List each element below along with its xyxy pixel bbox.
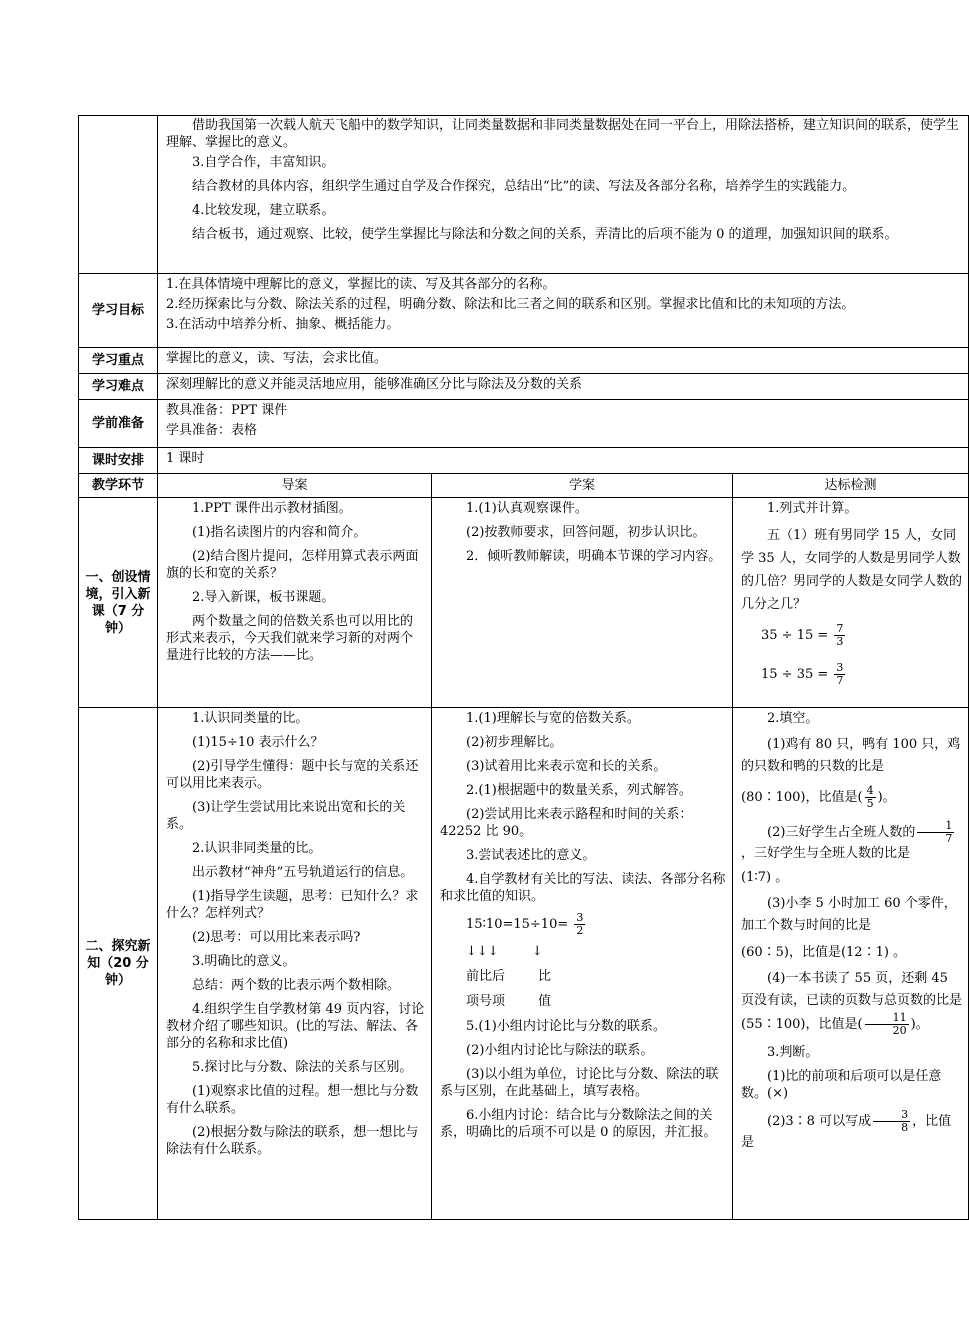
s2-guide-7: (1)指导学生读题，思考：已知什么？求什么？怎样列式？ [166, 889, 419, 921]
s2-study-4: 2.(1)根据题中的数量关系，列式解答。 [466, 783, 692, 798]
difficulty-text: 深刻理解比的意义并能灵活地应用，能够准确区分比与除法及分数的关系 [158, 374, 969, 400]
s1-eq1-lhs: 35 ÷ 15 = [761, 628, 829, 643]
ratio-den: 2 [576, 924, 584, 937]
s2-j2-num: 3 [873, 1109, 910, 1122]
s2-fill-title: 2.填空。 [767, 711, 819, 726]
s2-q3: (3)小李 5 小时加工 60 个零件，加工个数与时间的比是 [741, 896, 957, 933]
s1-eq1-num: 7 [836, 622, 844, 635]
s2-j2-den: 8 [901, 1121, 909, 1134]
intro-p4: 4.比较发现，建立联系。 [192, 203, 335, 218]
s2-guide-1: 1.认识同类量的比。 [192, 711, 309, 726]
s2-guide-3: (2)引导学生懂得：题中长与宽的关系还可以用比来表示。 [166, 759, 419, 791]
s2-judge-title: 3.判断。 [767, 1045, 819, 1060]
s2-study-3: (3)试着用比来表示宽和长的关系。 [466, 759, 667, 774]
s1-study-3: 2．倾听教师解读，明确本节课的学习内容。 [466, 549, 722, 564]
ratio-expression [466, 912, 726, 937]
schedule-text: 1 课时 [158, 448, 969, 474]
focus-text: 掌握比的意义，读、写法，会求比值。 [158, 348, 969, 374]
s2-study-8: 5.(1)小组内讨论比与分数的联系。 [466, 1019, 666, 1034]
s2-q2-answer: (1∶7) 。 [741, 870, 789, 885]
s2-guide-13: (1)观察求比值的过程。想一想比与分数有什么联系。 [166, 1084, 419, 1116]
s2-q1-ans-text: (80∶100)，比值是( [741, 790, 863, 805]
s1-guide-4: 2.导入新课，板书课题。 [192, 590, 335, 605]
s2-j2-fraction [873, 1109, 910, 1134]
goals-cell [158, 274, 969, 348]
section2-study [432, 708, 733, 1220]
s2-q4-den: 20 [892, 1024, 907, 1037]
s2-q4-num: 11 [865, 1012, 909, 1025]
s2-guide-6: 出示教材“神舟”五号轨道运行的信息。 [192, 865, 414, 880]
s2-judge-2 [741, 1109, 962, 1151]
s2-q2-num: 1 [917, 820, 954, 833]
check-column-header: 达标检测 [733, 474, 969, 498]
s2-guide-2: (1)15÷10 表示什么？ [192, 735, 324, 750]
section1-study [432, 498, 733, 708]
s1-eq2-fraction [834, 662, 845, 687]
s1-guide-2: (1)指名读图片的内容和简介。 [192, 525, 367, 540]
s2-q1-end: )。 [877, 790, 896, 805]
intro-p3: 结合教材的具体内容，组织学生通过自学及合作探究，总结出“比”的读、写法及各部分名称，培养学生的实践能力。 [192, 179, 856, 194]
s2-study-7: 4.自学教材有关比的写法、读法、各部分名称和求比值的知识。 [440, 872, 726, 904]
s1-eq2-den: 7 [836, 674, 844, 687]
prep-cell [158, 400, 969, 448]
study-column-header: 学案 [432, 474, 733, 498]
intro-label-cell [79, 116, 158, 274]
difficulty-label: 学习难点 [79, 374, 158, 400]
s1-check-text: 五（1）班有男同学 15 人，女同学 35 人，女同学的人数是男同学人数的几倍？男同学的人数是女同学人数的几分之几？ [741, 528, 963, 612]
goal-item-1: 1.在具体情境中理解比的意义，掌握比的读、写及其各部分的名称。 [166, 277, 556, 292]
s2-q4-fraction [865, 1012, 909, 1037]
prep-teacher: 教具准备：PPT 课件 [166, 403, 288, 418]
s2-study-5: (2)尝试用比来表示路程和时间的关系：42252 比 90。 [440, 807, 693, 839]
s2-q1-fraction [865, 785, 876, 810]
s1-guide-5: 两个数量之间的倍数关系也可以用比的形式来表示，今天我们就来学习新的对两个量进行比较的方法——比。 [166, 614, 414, 663]
s2-q2-fraction [917, 820, 954, 845]
goals-label: 学习目标 [79, 274, 158, 348]
s2-study-1: 1.(1)理解长与宽的倍数关系。 [466, 711, 640, 726]
focus-label: 学习重点 [79, 348, 158, 374]
s2-q1-num: 4 [866, 784, 874, 797]
s2-q3-answer: (60∶5)，比值是(12∶1) 。 [741, 945, 907, 960]
ratio-names-1: 前比后 比 [466, 969, 552, 984]
lesson-plan-table [78, 115, 969, 1220]
phase-header-label: 教学环节 [79, 474, 158, 498]
prep-label: 学前准备 [79, 400, 158, 448]
intro-p1: 借助我国第一次载人航天飞船中的数学知识，让同类量数据和非同类量数据处在同一平台上，用除法搭桥，建立知识间的联系，使学生理解、掌握比的意义。 [166, 118, 960, 150]
s2-guide-11: 4.组织学生自学教材第 49 页内容，讨论教材介绍了哪些知识。(比的写法、解法、各部分的名称和求比值) [166, 1002, 425, 1051]
s1-equation-2 [761, 662, 962, 687]
s2-q1: (1)鸡有 80 只，鸭有 100 只，鸡的只数和鸭的只数的比是 [741, 737, 961, 774]
s2-study-10: (3)以小组为单位，讨论比与分数、除法的联系与区别，在此基础上，填写表格。 [440, 1067, 719, 1099]
s1-eq1-den: 3 [836, 635, 844, 648]
s2-study-2: (2)初步理解比。 [466, 735, 563, 750]
s1-eq1-fraction [834, 623, 845, 648]
guide-column-header: 导案 [158, 474, 432, 498]
s1-guide-3: (2)结合图片提问，怎样用算式表示两面旗的长和宽的关系？ [166, 549, 419, 581]
section2-guide [158, 708, 432, 1220]
schedule-label: 课时安排 [79, 448, 158, 474]
s2-q1-den: 5 [866, 797, 874, 810]
ratio-names-2: 项号项 值 [466, 994, 552, 1009]
s2-guide-5: 2.认识非同类量的比。 [192, 841, 322, 856]
s2-q2-text: (2)三好学生占全班人数的 [767, 825, 916, 840]
s1-eq2-lhs: 15 ÷ 35 = [761, 667, 829, 682]
s2-guide-8: (2)思考：可以用比来表示吗? [192, 930, 361, 945]
ratio-num: 3 [576, 911, 584, 924]
s1-eq2-num: 3 [836, 661, 844, 674]
s2-q4-text: (4)一本书读了 55 页，还剩 45 页没有读，已读的页数与总页数的比是(55∶100)，比值是( [741, 971, 963, 1032]
s1-check-title: 1.列式并计算。 [767, 501, 858, 516]
goal-item-2: 2.经历探索比与分数、除法关系的过程，明确分数、除法和比三者之间的联系和区别。掌握求比值和比的未知项的方法。 [166, 297, 855, 312]
s2-guide-9: 3.明确比的意义。 [192, 954, 296, 969]
prep-student: 学具准备：表格 [166, 423, 258, 438]
s1-guide-1: 1.PPT 课件出示教材插图。 [192, 501, 352, 516]
s2-judge-1: (1)比的前项和后项可以是任意数。(×) [741, 1069, 942, 1101]
section1-check [733, 498, 969, 708]
s2-guide-12: 5.探讨比与分数、除法的关系与区别。 [192, 1060, 413, 1075]
ratio-fraction [574, 912, 585, 937]
section1-guide [158, 498, 432, 708]
s2-guide-4: (3)让学生尝试用比来说出宽和长的关系。 [166, 800, 406, 832]
s2-j2-end: ，比值是 [741, 1114, 952, 1150]
section2-label: 二、探究新知（20 分钟） [79, 708, 158, 1220]
ratio-arrows: ↓↓↓ ↓ [466, 944, 543, 959]
s2-guide-10: 总结：两个数的比表示两个数相除。 [192, 978, 401, 993]
s2-study-6: 3.尝试表述比的意义。 [466, 848, 596, 863]
goal-item-3: 3.在活动中培养分析、抽象、概括能力。 [166, 317, 400, 332]
s1-study-2: (2)按教师要求，回答问题，初步认识比。 [466, 525, 706, 540]
s2-q2-den: 7 [945, 832, 953, 845]
s2-guide-14: (2)根据分数与除法的联系，想一想比与除法有什么联系。 [166, 1125, 419, 1157]
s2-q2 [741, 820, 962, 862]
s2-study-9: (2)小组内讨论比与除法的联系。 [466, 1043, 654, 1058]
s2-q4 [741, 968, 962, 1037]
s2-q1-answer [741, 785, 962, 810]
section2-check [733, 708, 969, 1220]
s1-equation-1 [761, 623, 962, 648]
section1-label: 一、创设情境，引入新课（7 分钟） [79, 498, 158, 708]
s2-j2-text: (2)3∶8 可以写成 [767, 1114, 872, 1129]
s1-study-1: 1.(1)认真观察课件。 [466, 501, 588, 516]
s2-q2-text-b: ，三好学生与全班人数的比是 [741, 846, 911, 861]
intro-p2: 3.自学合作，丰富知识。 [192, 155, 335, 170]
s2-study-11: 6.小组内讨论：结合比与分数除法之间的关系，明确比的后项不可以是 0 的原因，并汇报。 [440, 1108, 717, 1140]
intro-cell [158, 116, 969, 274]
intro-p5: 结合板书，通过观察、比较，使学生掌握比与除法和分数之间的关系，弄清比的后项不能为 0 的道理，加强知识间的联系。 [192, 227, 898, 242]
s2-q4-end: )。 [910, 1017, 929, 1032]
ratio-expr-text: 15∶10=15÷10= [466, 917, 569, 932]
